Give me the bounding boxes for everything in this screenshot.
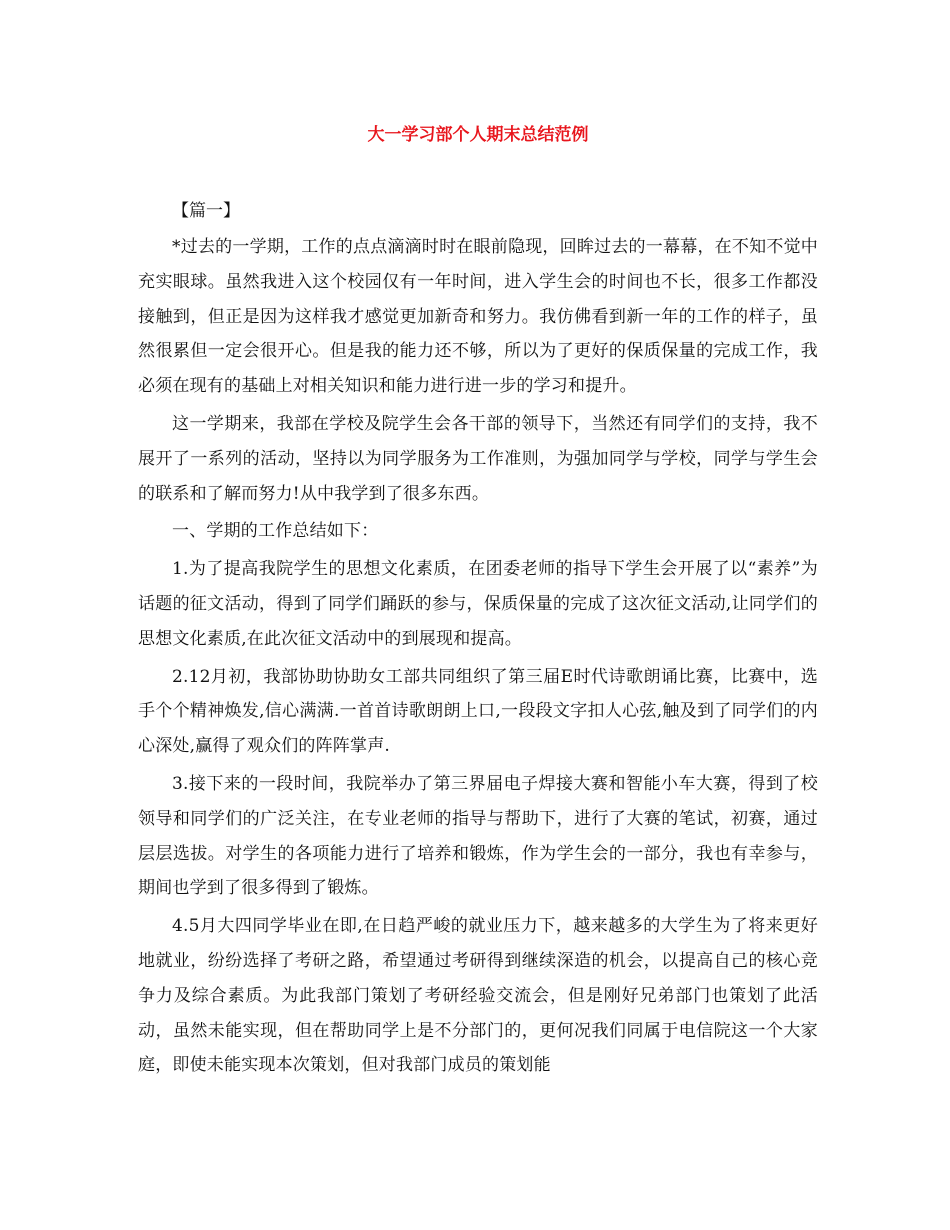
- paragraph-intro: *过去的一学期，工作的点点滴滴时时在眼前隐现，回眸过去的一幕幕，在不知不觉中充实眼球。虽然我进入这个校园仅有一年时间，进入学生会的时间也不长，很多工作都没接触到，但正是因为这样我才感觉更加新奇和努力。我仿佛看到新一年的工作的样子，虽然很累但一定会很开心。但是我的能力还不够，所以为了更好的保质保量的完成工作，我必须在现有的基础上对相关知识和能力进行进一步的学习和提升。: [138, 237, 818, 397]
- paragraph-summary-heading: 一、学期的工作总结如下：: [172, 521, 379, 542]
- document-title: 大一学习部个人期末总结范例: [367, 125, 589, 145]
- paragraph-item-1: 1.为了提高我院学生的思想文化素质，在团委老师的指导下学生会开展了以“素养”为话题的征文活动，得到了同学们踊跃的参与，保质保量的完成了这次征文活动,让同学们的思想文化素质,在此次征文活动中的到展现和提高。: [138, 559, 818, 649]
- section-heading: 【篇一】: [172, 201, 240, 221]
- paragraph-item-3: 3.接下来的一段时间，我院举办了第三界届电子焊接大赛和智能小车大赛，得到了校领导和同学们的广泛关注，在专业老师的指导与帮助下，进行了大赛的笔试，初赛，通过层层选拔。对学生的各项能力进行了培养和锻炼，作为学生会的一部分，我也有幸参与，期间也学到了很多得到了锻炼。: [138, 773, 818, 899]
- paragraph-item-4: 4.5月大四同学毕业在即,在日趋严峻的就业压力下，越来越多的大学生为了将来更好地就业，纷纷选择了考研之路，希望通过考研得到继续深造的机会，以提高自己的核心竞争力及综合素质。为此我部门策划了考研经验交流会，但是刚好兄弟部门也策划了此活动，虽然未能实现，但在帮助同学上是不分部门的，更何况我们同属于电信院这一个大家庭，即使未能实现本次策划，但对我部门成员的策划能: [138, 916, 818, 1076]
- paragraph-semester: 这一学期来，我部在学校及院学生会各干部的领导下，当然还有同学们的支持，我不展开了一系列的活动，坚持以为同学服务为工作准则，为强加同学与学校，同学与学生会的联系和了解而努力!从中我学到了很多东西。: [138, 413, 818, 504]
- document-page: [138, 118, 818, 1086]
- paragraph-item-2: 2.12月初，我部协助协助女工部共同组织了第三届E时代诗歌朗诵比赛，比赛中，选手个个精神焕发,信心满满.一首首诗歌朗朗上口,一段段文字扣人心弦,触及到了同学们的内心深处,赢得了观众们的阵阵掌声.: [138, 666, 818, 757]
